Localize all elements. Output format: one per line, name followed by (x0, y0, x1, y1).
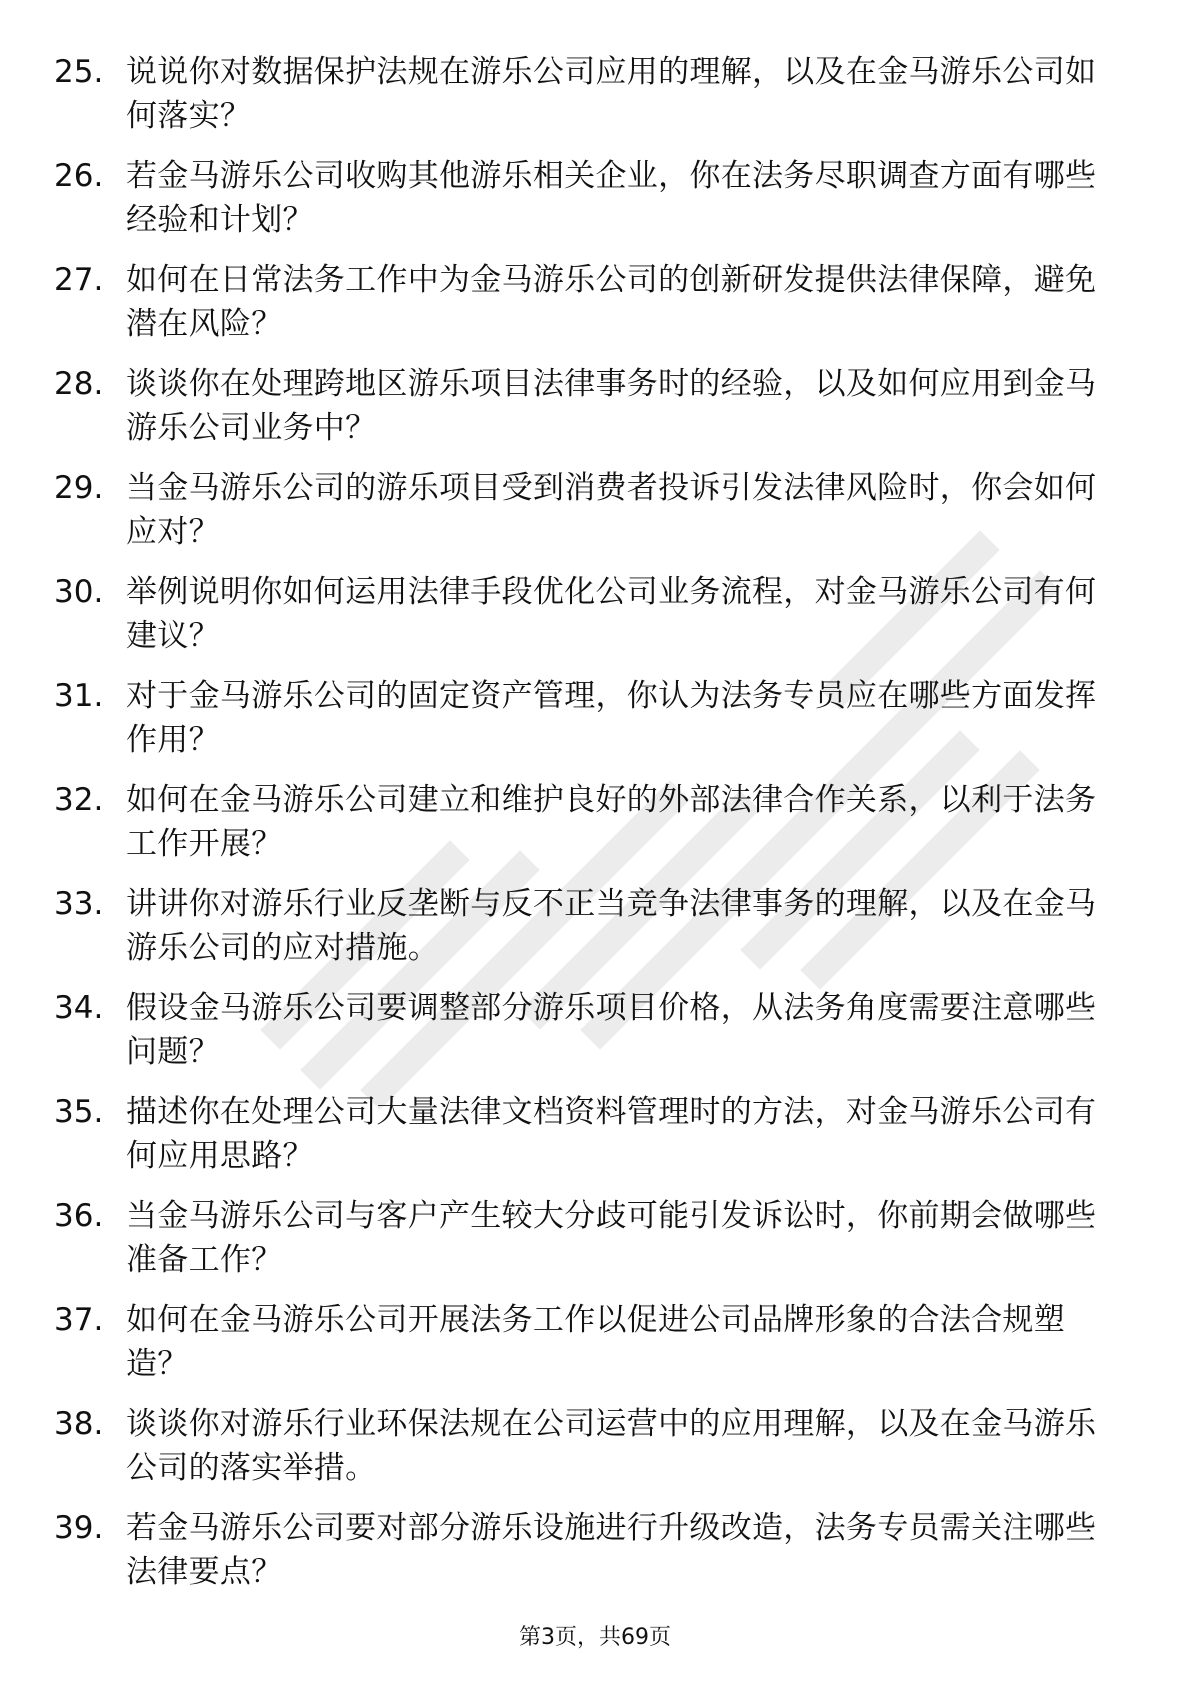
list-item (54, 1506, 1114, 1610)
question-number: 37. (54, 1302, 104, 1338)
list-item (54, 778, 1114, 882)
question-text: 对于金马游乐公司的固定资产管理，你认为法务专员应在哪些方面发挥作用？ (126, 678, 1097, 758)
list-item (54, 362, 1114, 466)
question-text: 如何在金马游乐公司开展法务工作以促进公司品牌形象的合法合规塑造？ (126, 1302, 1065, 1382)
list-item (54, 1194, 1114, 1298)
list-item (54, 674, 1114, 778)
question-text: 当金马游乐公司的游乐项目受到消费者投诉引发法律风险时，你会如何应对？ (126, 470, 1097, 550)
list-item (54, 882, 1114, 986)
question-text: 谈谈你对游乐行业环保法规在公司运营中的应用理解，以及在金马游乐公司的落实举措。 (126, 1406, 1097, 1486)
question-text: 举例说明你如何运用法律手段优化公司业务流程，对金马游乐公司有何建议？ (126, 574, 1097, 654)
question-number: 35. (54, 1094, 104, 1130)
question-text: 若金马游乐公司要对部分游乐设施进行升级改造，法务专员需关注哪些法律要点？ (126, 1510, 1097, 1590)
question-number: 32. (54, 782, 104, 818)
list-item (54, 1090, 1114, 1194)
question-text: 当金马游乐公司与客户产生较大分歧可能引发诉讼时，你前期会做哪些准备工作？ (126, 1198, 1097, 1278)
list-item (54, 258, 1114, 362)
question-text: 描述你在处理公司大量法律文档资料管理时的方法，对金马游乐公司有何应用思路？ (126, 1094, 1097, 1174)
question-list (54, 50, 1114, 1610)
list-item (54, 1402, 1114, 1506)
list-item (54, 154, 1114, 258)
question-text: 说说你对数据保护法规在游乐公司应用的理解，以及在金马游乐公司如何落实？ (126, 54, 1097, 134)
question-number: 29. (54, 470, 104, 506)
question-number: 25. (54, 54, 104, 90)
page-footer: 第3页，共69页 (519, 1625, 671, 1650)
question-number: 31. (54, 678, 104, 714)
question-text: 如何在日常法务工作中为金马游乐公司的创新研发提供法律保障，避免潜在风险？ (126, 262, 1097, 342)
list-item (54, 1298, 1114, 1402)
question-number: 34. (54, 990, 104, 1026)
question-text: 假设金马游乐公司要调整部分游乐项目价格，从法务角度需要注意哪些问题？ (126, 990, 1097, 1070)
question-number: 28. (54, 366, 104, 402)
question-number: 38. (54, 1406, 104, 1442)
question-text: 若金马游乐公司收购其他游乐相关企业，你在法务尽职调查方面有哪些经验和计划？ (126, 158, 1097, 238)
list-item (54, 466, 1114, 570)
question-number: 27. (54, 262, 104, 298)
list-item (54, 50, 1114, 154)
question-text: 如何在金马游乐公司建立和维护良好的外部法律合作关系，以利于法务工作开展？ (126, 782, 1097, 862)
list-item (54, 570, 1114, 674)
list-item (54, 986, 1114, 1090)
question-text: 谈谈你在处理跨地区游乐项目法律事务时的经验，以及如何应用到金马游乐公司业务中？ (126, 366, 1097, 446)
question-number: 33. (54, 886, 104, 922)
question-number: 36. (54, 1198, 104, 1234)
question-number: 30. (54, 574, 104, 610)
question-number: 39. (54, 1510, 104, 1546)
question-number: 26. (54, 158, 104, 194)
question-text: 讲讲你对游乐行业反垄断与反不正当竞争法律事务的理解，以及在金马游乐公司的应对措施。 (126, 886, 1097, 966)
